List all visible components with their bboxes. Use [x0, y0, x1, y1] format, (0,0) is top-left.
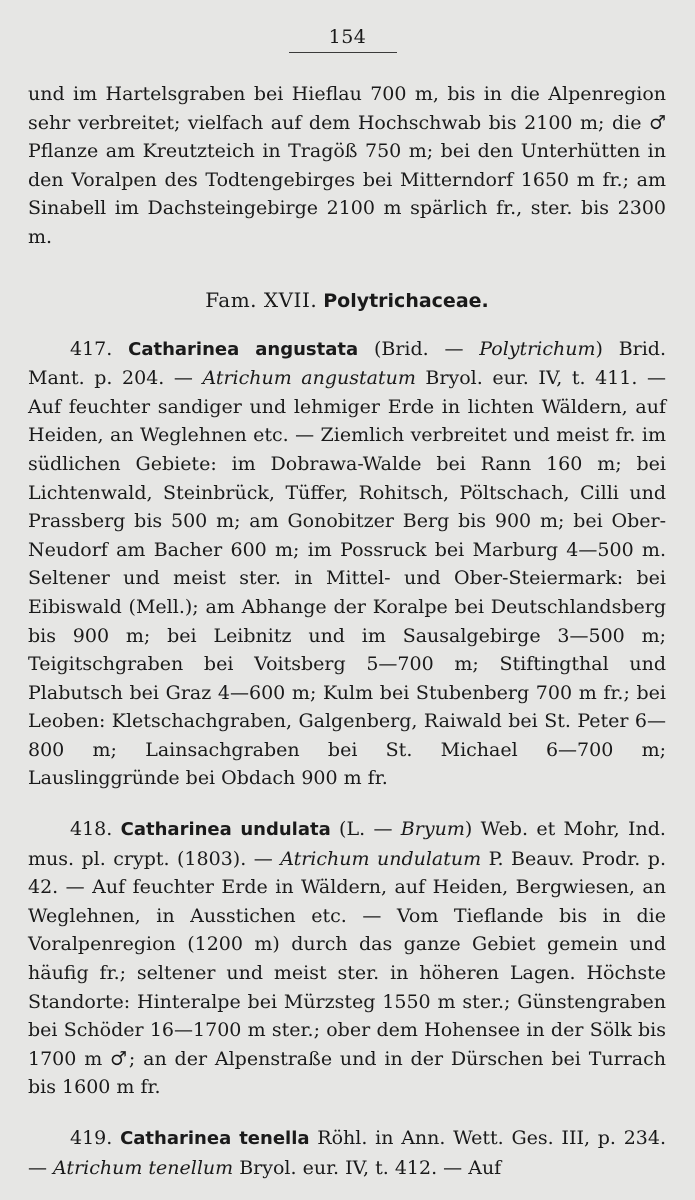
- synonym-name: Atrichum undulatum: [280, 847, 482, 870]
- species-name: Catharinea angustata: [128, 338, 359, 360]
- synonym-genus: Bryum: [400, 818, 465, 841]
- family-label: Fam. XVII.: [205, 287, 318, 312]
- entry-number: 419.: [70, 1127, 113, 1149]
- entry-number: 417.: [70, 337, 113, 360]
- family-name: Polytrichaceae.: [323, 289, 489, 312]
- paragraph-gap: [28, 1102, 666, 1124]
- entry-authority: (Brid. —: [358, 337, 480, 360]
- header-rule: [289, 52, 397, 53]
- entry-description: P. Beauv. Prodr. p. 42. — Auf feuchter Erde in Wäldern, auf Heiden, Bergwiesen, an Weglehnen, in Ausstichen etc. — Vom Tieflande bis in die Voralpenregion (1200 m) durch das ganze Gebiet gemein und häufig fr.; seltener und meist ster. in höheren Lagen. Höchste Standorte: Hinteralpe bei Mürzsteg 1550 m ster.; Günstengraben bei Schöder 16—1700 m ster.; ober dem Hohensee in der Sölk bis 1700 m ♂; an der Alpenstraße und in der Dürschen bei Turrach bis 1600 m fr.: [28, 847, 666, 1099]
- family-heading: [28, 286, 666, 315]
- entry-authority: Röhl. in Ann. Wett. Ges. III, p. 234. —: [28, 1127, 667, 1179]
- species-entry-418: [28, 815, 666, 1102]
- species-name: Catharinea undulata: [120, 819, 331, 841]
- synonym-name: Atrichum tenellum: [53, 1156, 234, 1179]
- entry-citation: ) Web. et Mohr, Ind. mus. pl. crypt. (1803). —: [28, 818, 666, 870]
- intro-paragraph: und im Hartelsgraben bei Hieflau 700 m, bis in die Alpenregion sehr verbreitet; vielfach auf dem Hochschwab bis 2100 m; die ♂ Pflanze am Kreutzteich in Tragöß 750 m; bei den Unterhütten in den Voralpen des Todtengebirges bei Mitterndorf 1650 m fr.; am Sinabell im Dachsteingebirge 2100 m spärlich fr., ster. bis 2300 m.: [28, 83, 666, 248]
- paragraph-gap: [28, 793, 666, 815]
- entry-description: Bryol. eur. IV, t. 411. — Auf feuchter sandiger und lehmiger Erde in lichten Wäldern, auf Heiden, an Weglehnen etc. — Ziemlich verbreitet und meist fr. im südlichen Gebiete: im Dobrawa-Walde bei Rann 160 m; bei Lichtenwald, Steinbrück, Tüffer, Rohitsch, Pöltschach, Cilli und Prassberg bis 500 m; am Gonobitzer Berg bis 900 m; bei Ober-Neudorf am Bacher 600 m; im Possruck bei Marburg 4—500 m. Seltener und meist ster. in Mittel- und Ober-Steiermark: bei Eibiswald (Mell.); am Abhange der Koralpe bei Deutschlandsberg bis 900 m; bei Leibnitz und im Sausalgebirge 3—500 m; Teigitschgraben bei Voitsberg 5—700 m; Stiftingthal und Plabutsch bei Graz 4—600 m; Kulm bei Stubenberg 700 m fr.; bei Leoben: Kletschachgraben, Galgenberg, Raiwald bei St. Peter 6—800 m; Lainsachgraben bei St. Michael 6—700 m; Lauslinggründe bei Obdach 900 m fr.: [28, 367, 666, 790]
- entry-description: Bryol. eur. IV, t. 412. — Auf: [233, 1156, 502, 1179]
- page-content: [28, 80, 666, 1182]
- synonym-genus: Polytrichum: [479, 337, 596, 360]
- page-number: 154: [328, 26, 367, 48]
- species-entry-417: [28, 335, 666, 794]
- synonym-name: Atrichum angustatum: [202, 367, 416, 390]
- entry-citation: ) Brid. Mant. p. 204. —: [28, 337, 667, 390]
- entry-number: 418.: [70, 818, 113, 841]
- species-name: Catharinea tenella: [120, 1128, 310, 1149]
- entry-authority: (L. —: [330, 818, 401, 841]
- species-entry-419: [28, 1124, 666, 1182]
